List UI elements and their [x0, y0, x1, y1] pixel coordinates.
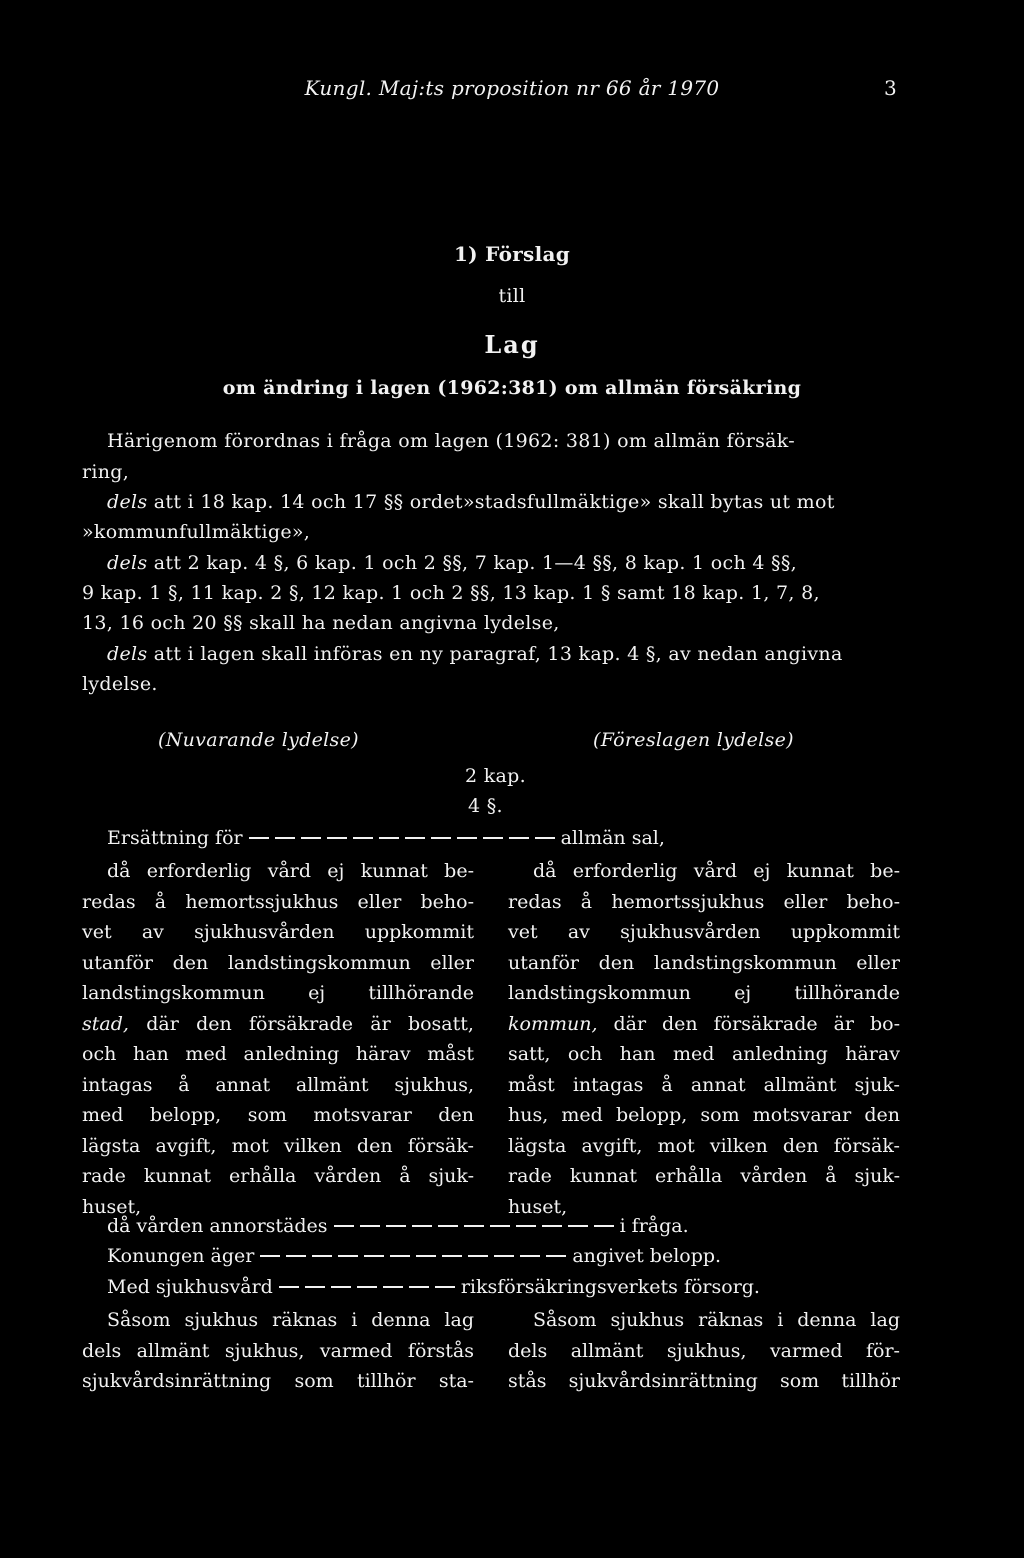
intro-line-1: Härigenom förordnas i fråga om lagen (1962: 381) om allmän försäk- — [107, 430, 796, 452]
text-line: satt, och han med anledning härav — [508, 1043, 900, 1065]
intro-line-3: dels att i 18 kap. 14 och 17 §§ ordet»stadsfullmäktige» skall bytas ut mot — [107, 491, 835, 513]
shared-line-sjukhusvard: Med sjukhusvård riksförsäkringsverkets försorg. — [107, 1276, 760, 1298]
shared-line-konungen: Konungen äger angivet belopp. — [107, 1245, 722, 1267]
shared-line-varden: då vården annorstädes i fråga. — [107, 1215, 689, 1237]
proposed-wording-column — [508, 856, 900, 1222]
law-subtitle: om ändring i lagen (1962:381) om allmän försäkring — [222, 377, 802, 399]
text-line: redas å hemortssjukhus eller beho- — [82, 890, 474, 913]
text-line: lägsta avgift, mot vilken den försäk- — [82, 1134, 474, 1157]
text-line: lägsta avgift, mot vilken den försäk- — [508, 1134, 900, 1157]
unchanged-text-dashes — [334, 1225, 614, 1227]
proposed-wording-heading: (Föreslagen lydelse) — [593, 729, 794, 751]
text-line: hus, med belopp, som motsvarar den — [508, 1104, 900, 1126]
text-line: rade kunnat erhålla vården å sjuk- — [82, 1165, 474, 1187]
text-line: vet av sjukhusvården uppkommit — [508, 921, 900, 943]
chapter-label: 2 kap. — [465, 765, 526, 787]
text-line: sjukvårdsinrättning som tillhör sta- — [82, 1370, 474, 1392]
text-line: stad, där den försäkrade är bosatt, — [82, 1012, 474, 1035]
shared-line-ersattning: Ersättning för allmän sal, — [107, 827, 665, 849]
text-line: stås sjukvårdsinrättning som tillhör — [508, 1370, 900, 1392]
text-line: dels allmänt sjukhus, varmed för- — [508, 1339, 900, 1362]
text-line: huset, — [508, 1195, 568, 1218]
section-label: 4 §. — [468, 795, 503, 817]
text-line: då erforderlig vård ej kunnat be- — [533, 860, 900, 882]
unchanged-text-dashes — [260, 1255, 566, 1257]
unchanged-text-dashes — [249, 837, 555, 839]
text-line: utanför den landstingskommun eller — [82, 951, 474, 974]
current-wording-heading: (Nuvarande lydelse) — [158, 729, 359, 751]
intro-line-5: dels att 2 kap. 4 §, 6 kap. 1 och 2 §§, 7 kap. 1—4 §§, 8 kap. 1 och 4 §§, — [107, 552, 798, 574]
intro-line-4: »kommunfullmäktige», — [82, 521, 311, 543]
unchanged-text-dashes — [279, 1286, 455, 1288]
text-line: landstingskommun ej tillhörande — [508, 982, 900, 1004]
text-line: intagas å annat allmänt sjukhus, — [82, 1073, 474, 1096]
text-line: då erforderlig vård ej kunnat be- — [107, 860, 474, 882]
text-line: redas å hemortssjukhus eller beho- — [508, 890, 900, 913]
page-number: 3 — [884, 76, 897, 100]
text-line: rade kunnat erhålla vården å sjuk- — [508, 1165, 900, 1187]
text-line: utanför den landstingskommun eller — [508, 951, 900, 974]
dels-word: dels — [107, 491, 148, 513]
text-line: vet av sjukhusvården uppkommit — [82, 921, 474, 943]
text-line: kommun, där den försäkrade är bo- — [508, 1012, 900, 1035]
proposal-till: till — [498, 285, 526, 307]
text-line: huset, — [82, 1195, 142, 1218]
intro-line-8: dels att i lagen skall införas en ny paragraf, 13 kap. 4 §, av nedan angivna — [107, 643, 843, 665]
intro-line-9: lydelse. — [82, 673, 158, 695]
intro-line-6: 9 kap. 1 §, 11 kap. 2 §, 12 kap. 1 och 2 §§, 13 kap. 1 § samt 18 kap. 1, 7, 8, — [82, 582, 820, 604]
intro-line-2: ring, — [82, 461, 130, 483]
text-line: landstingskommun ej tillhörande — [82, 982, 474, 1004]
text-line: med belopp, som motsvarar den — [82, 1104, 474, 1126]
text-line: dels allmänt sjukhus, varmed förstås — [82, 1339, 474, 1362]
text-line: Såsom sjukhus räknas i denna lag — [533, 1309, 900, 1331]
current-wording-tail — [82, 1305, 474, 1397]
text-line: måst intagas å annat allmänt sjuk- — [508, 1073, 900, 1096]
dels-word: dels — [107, 643, 148, 665]
proposal-heading: 1) Förslag — [453, 242, 571, 266]
dels-word: dels — [107, 552, 148, 574]
text-line: Såsom sjukhus räknas i denna lag — [107, 1309, 474, 1331]
current-wording-column — [82, 856, 474, 1222]
text-line: och han med anledning härav måst — [82, 1043, 474, 1065]
proposed-wording-tail — [508, 1305, 900, 1397]
intro-line-7: 13, 16 och 20 §§ skall ha nedan angivna lydelse, — [82, 612, 560, 634]
running-title: Kungl. Maj:ts proposition nr 66 år 1970 — [304, 76, 720, 100]
law-title: Lag — [484, 330, 540, 359]
